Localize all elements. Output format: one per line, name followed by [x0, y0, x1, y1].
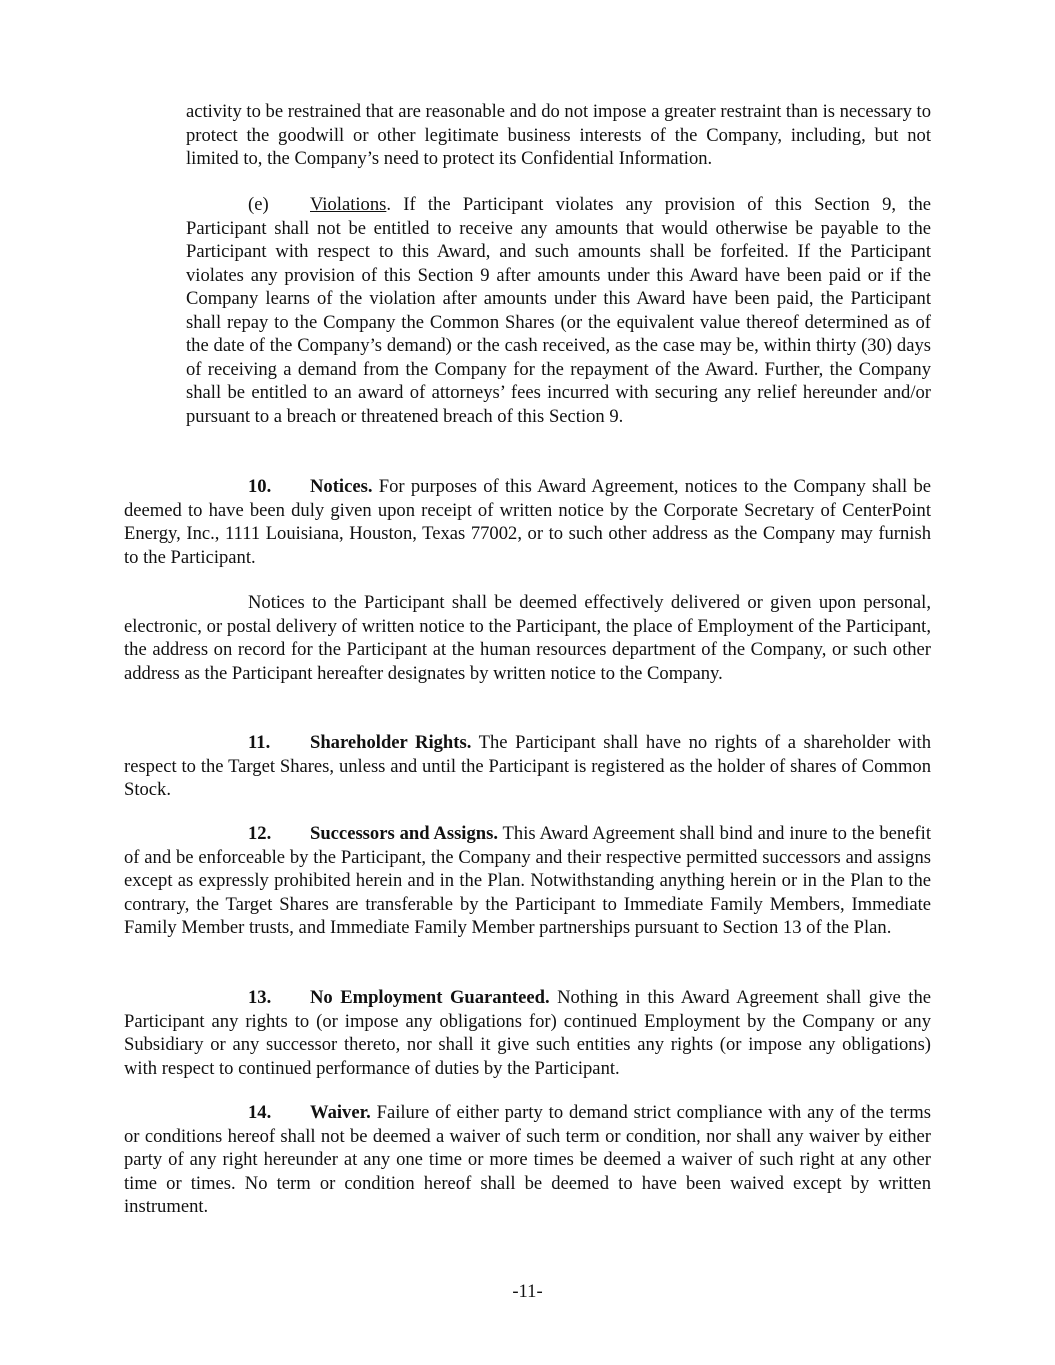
paragraph-heading: Violations [310, 194, 387, 215]
section-heading: Notices. [310, 476, 373, 497]
section-number: 12. [248, 823, 272, 844]
section-text: For purposes of this Award Agreement, notices to the Company shall be deemed to have been duly given upon receipt of written notice by the Corporate Secretary of CenterPoint Energy, Inc., 1111 Louisiana, Houston, Texas 77002, or to such other address as the Company may furnish to the Participant. [124, 476, 931, 568]
section-10-notices-continued [124, 591, 931, 685]
page-number: -11- [512, 1281, 543, 1302]
section-text: The Participant shall have no rights of a shareholder with respect to the Target Shares, unless and until the Participant is registered as the holder of shares of Common Stock. [124, 732, 931, 800]
section-text: Notices to the Participant shall be deemed effectively delivered or given upon personal, electronic, or postal delivery of written notice to the Participant, the place of Employment of the Participant, the address on record for the Participant at the human resources department of the Company, or such other address as the Participant hereafter designates by written notice to the Company. [124, 592, 931, 684]
section-14-waiver [124, 1101, 931, 1219]
paragraph-text: activity to be restrained that are reasonable and do not impose a greater restraint than is necessary to protect the goodwill or other legitimate business interests of the Company, including, but not limited to, the Company’s need to protect its Confidential Information. [186, 101, 932, 169]
section-13-no-employment-guaranteed [124, 986, 931, 1080]
section-text: This Award Agreement shall bind and inure to the benefit of and be enforceable by the Participant, the Company and their respective permitted successors and assigns except as expressly prohibited herein and in the Plan. Notwithstanding anything herein or in the Plan to the contrary, the Target Shares are transferable by the Participant to Immediate Family Members, Immediate Family Member trusts, and Immediate Family Member partnerships pursuant to Section 13 of the Plan. [124, 823, 931, 938]
section-number: 14. [248, 1102, 272, 1123]
section-number: 10. [248, 476, 272, 497]
section-10-notices [124, 475, 931, 569]
section-12-successors-and-assigns [124, 822, 931, 940]
section-11-shareholder-rights [124, 731, 931, 802]
paragraph-e-violations [186, 193, 931, 428]
section-number: 13. [248, 987, 272, 1008]
section-text: Failure of either party to demand strict compliance with any of the terms or conditions hereof shall not be deemed a waiver of such term or condition, nor shall any waiver by either party of any right hereunder at any one time or more times be deemed a waiver of such right at any other time or times. No term or condition hereof shall be deemed to have been waived except by written instrument. [124, 1102, 931, 1217]
section-number: 11. [248, 732, 271, 753]
section-heading: Shareholder Rights. [310, 732, 472, 753]
section-text: Nothing in this Award Agreement shall give the Participant any rights to (or impose any obligations for) continued Employment by the Company or any Subsidiary or any successor thereto, nor shall it give such entities any rights (or impose any obligations) with respect to continued performance of duties by the Participant. [124, 987, 931, 1079]
section-heading: Waiver. [310, 1102, 371, 1123]
section-heading: Successors and Assigns. [310, 823, 498, 844]
paragraph-continuation [186, 100, 931, 171]
paragraph-text: . If the Participant violates any provision of this Section 9, the Participant shall not be entitled to receive any amounts that would otherwise be payable to the Participant with respect to this Award, and such amounts shall be forfeited. If the Participant violates any provision of this Section 9 after amounts under this Award have been paid or if the Company learns of the violation after amounts under this Award have been paid, the Participant shall repay to the Company the Common Shares (or the equivalent value thereof determined as of the date of the Company’s demand) or the cash received, as the case may be, within thirty (30) days of receiving a demand from the Company for the repayment of the Award. Further, the Company shall be entitled to an award of attorneys’ fees incurred with securing any relief hereunder and/or pursuant to a breach or threatened breach of this Section 9. [186, 194, 931, 427]
paragraph-number: (e) [248, 194, 269, 215]
section-heading: No Employment Guaranteed. [310, 987, 550, 1008]
